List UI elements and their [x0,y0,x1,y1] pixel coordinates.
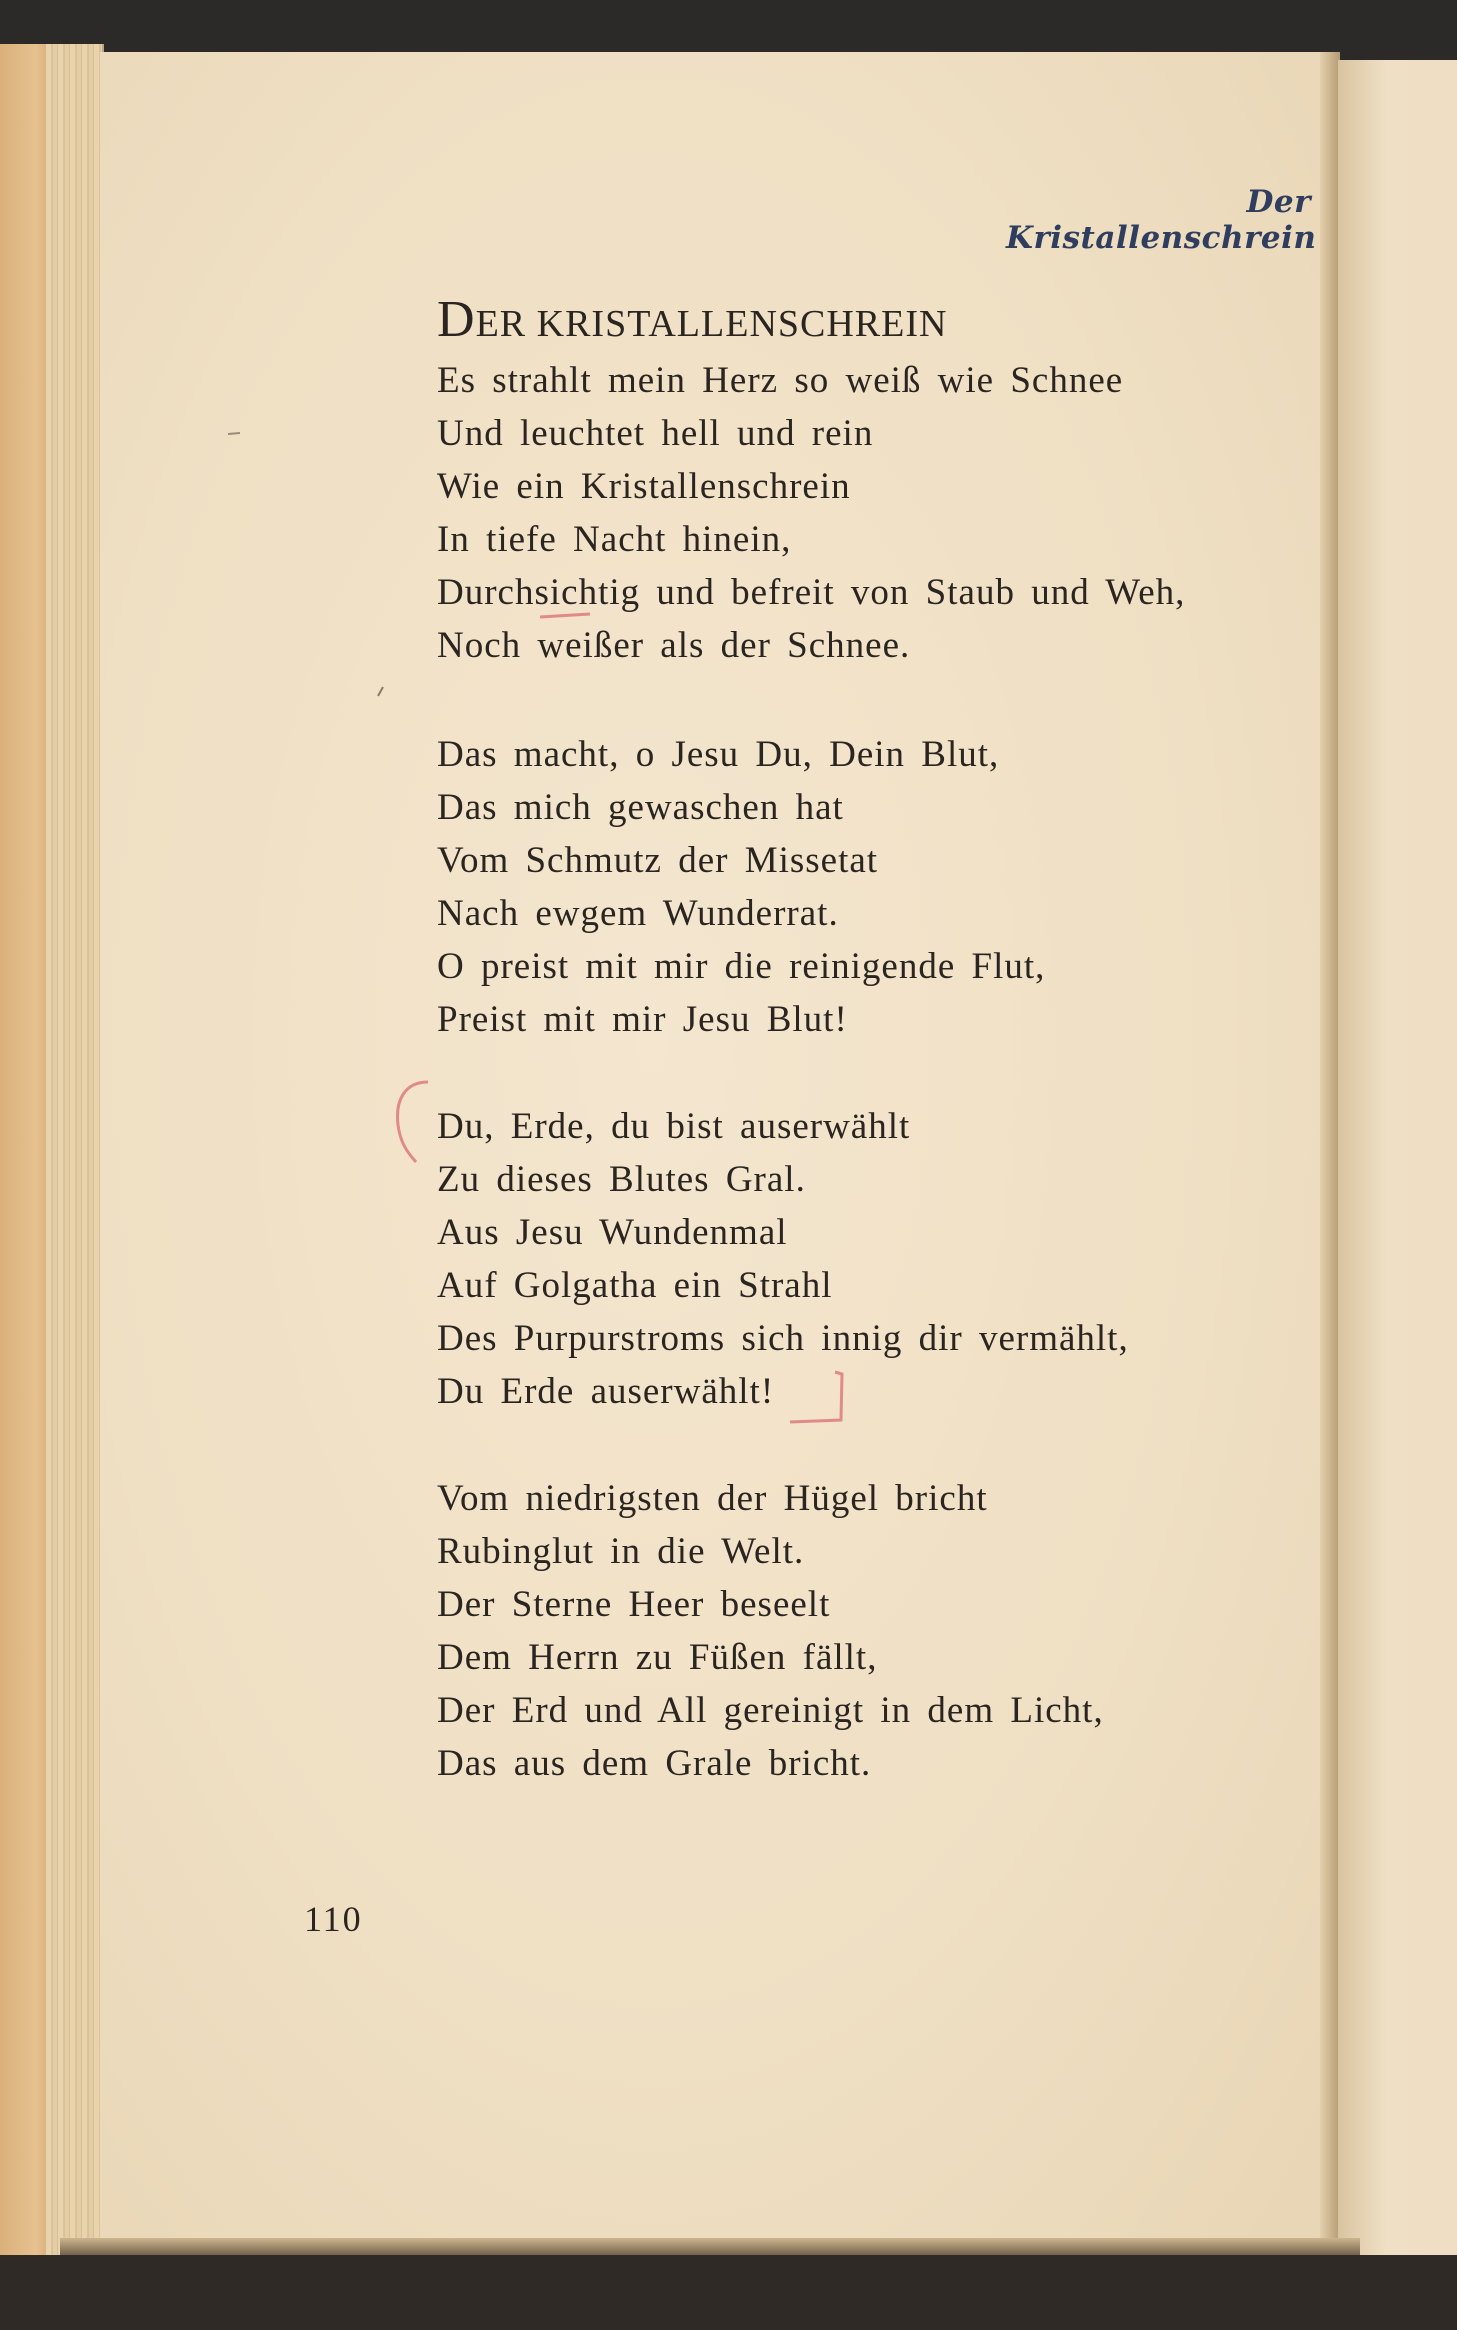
poem-line: Rubinglut in die Welt. [437,1531,805,1572]
poem-line: Du, Erde, du bist auserwählt [437,1106,911,1147]
poem-line: Und leuchtet hell und rein [437,413,874,454]
title-rest: ER KRISTALLENSCHREIN [475,303,948,345]
poem-line: Preist mit mir Jesu Blut! [437,999,848,1040]
poem-line: In tiefe Nacht hinein, [437,519,792,560]
poem-line: Noch weißer als der Schnee. [437,625,911,666]
stanza-3 [437,1100,1129,1418]
poem-line: Das macht, o Jesu Du, Dein Blut, [437,734,1000,775]
running-head: Der Kristallenschrein [1006,184,1317,256]
poem-line: Dem Herrn zu Füßen fällt, [437,1637,878,1678]
title-initial: D [437,291,476,348]
poem-line: Vom Schmutz der Missetat [437,840,879,881]
poem-line: Der Sterne Heer beseelt [437,1584,831,1625]
stanza-4 [437,1472,1104,1790]
poem-title [437,290,947,349]
scanner-background-top [0,0,1457,60]
scanner-background-bottom [0,2255,1457,2330]
book-gutter [1320,52,1340,2252]
poem-line: Durchsichtig und befreit von Staub und Weh, [437,572,1186,613]
stanza-2 [437,728,1045,1046]
poem-line: Wie ein Kristallenschrein [437,466,851,507]
poem-line: Du Erde auserwählt! [437,1371,775,1412]
page-number: 110 [304,1899,363,1939]
stanza-1 [437,354,1185,672]
poem-line: Nach ewgem Wunderrat. [437,893,839,934]
poem-line: Der Erd und All gereinigt in dem Licht, [437,1690,1104,1731]
poem-line: Zu dieses Blutes Gral. [437,1159,806,1200]
poem-line: Aus Jesu Wundenmal [437,1212,788,1253]
poem-line: Es strahlt mein Herz so weiß wie Schnee [437,360,1124,401]
poem-line: O preist mit mir die reinigende Flut, [437,946,1046,987]
poem-line: Das mich gewaschen hat [437,787,844,828]
poem-line: Des Purpurstroms sich innig dir vermählt, [437,1318,1129,1359]
page-edges [46,44,104,2259]
poem-line: Vom niedrigsten der Hügel bricht [437,1478,988,1519]
poem-line: Das aus dem Grale bricht. [437,1743,872,1784]
facing-page-edge [1338,60,1457,2260]
poem-line: Auf Golgatha ein Strahl [437,1265,833,1306]
